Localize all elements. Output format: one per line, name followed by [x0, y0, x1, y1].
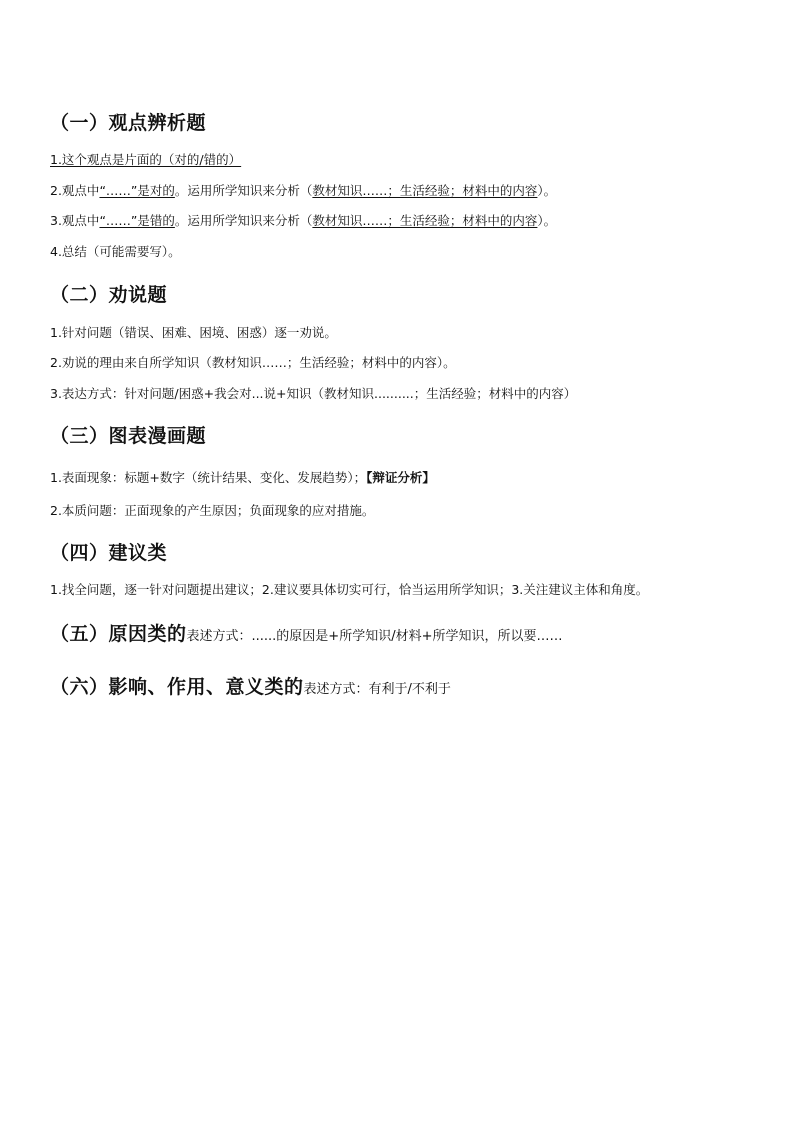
section-5-title: [50, 619, 562, 646]
s2-line-3: 3.表达方式：针对问题/困惑+我会对...说+知识（教材知识..........；生活经验；材料中的内容）: [50, 386, 577, 401]
s1-line-2: [50, 183, 556, 199]
s2-line-2: 2.劝说的理由来自所学知识（教材知识……；生活经验；材料中的内容）。: [50, 355, 456, 370]
s3-line-2: 2.本质问题：正面现象的产生原因；负面现象的应对措施。: [50, 503, 375, 518]
s5-title-text: （五）原因类的: [50, 623, 187, 645]
s1-l3-a: 3.观点中: [50, 213, 100, 228]
s5-rest-text: 表述方式：......的原因是+所学知识/材料+所学知识，所以要……: [186, 629, 563, 644]
section-3-title: （三）图表漫画题: [50, 425, 207, 447]
s3-l1-a: 1.表面现象：标题+数字（统计结果、变化、发展趋势）；: [50, 470, 367, 485]
s3-l1-b: 【辩证分析】: [366, 470, 435, 485]
s3-line-1: [50, 470, 435, 486]
s1-l3-b: “……”是错的: [99, 213, 175, 228]
s2-line-1: 1.针对问题（错误、困难、困境、困惑）逐一劝说。: [50, 325, 337, 340]
s6-title-text: （六）影响、作用、意义类的: [50, 676, 304, 698]
s1-l2-c: 。运用所学知识来分析（: [174, 183, 313, 198]
s1-l2-b: “……”是对的: [99, 183, 175, 198]
s1-line-1-text: 1.这个观点是片面的（对的/错的）: [50, 152, 242, 167]
section-2-title: （二）劝说题: [50, 284, 168, 306]
s1-line-3: [50, 213, 556, 229]
s1-line-4: 4.总结（可能需要写）。: [50, 244, 181, 259]
s1-l3-c: 。运用所学知识来分析（: [174, 213, 313, 228]
s1-l2-a: 2.观点中: [50, 183, 100, 198]
s1-l2-e: ）。: [537, 183, 557, 198]
s1-l3-e: ）。: [537, 213, 557, 228]
s1-l2-d: 教材知识……；生活经验；材料中的内容: [312, 183, 538, 198]
s4-line-1: 1.找全问题，逐一针对问题提出建议；2.建议要具体切实可行，恰当运用所学知识；3.关注建议主体和角度。: [50, 582, 649, 597]
section-4-title: （四）建议类: [50, 542, 168, 564]
s1-l3-d: 教材知识……；生活经验；材料中的内容: [312, 213, 538, 228]
s6-rest-text: 表述方式：有利于/不利于: [303, 682, 451, 697]
section-1-title: （一）观点辨析题: [50, 112, 207, 134]
section-6-title: [50, 672, 451, 699]
s1-line-1: [50, 152, 241, 168]
